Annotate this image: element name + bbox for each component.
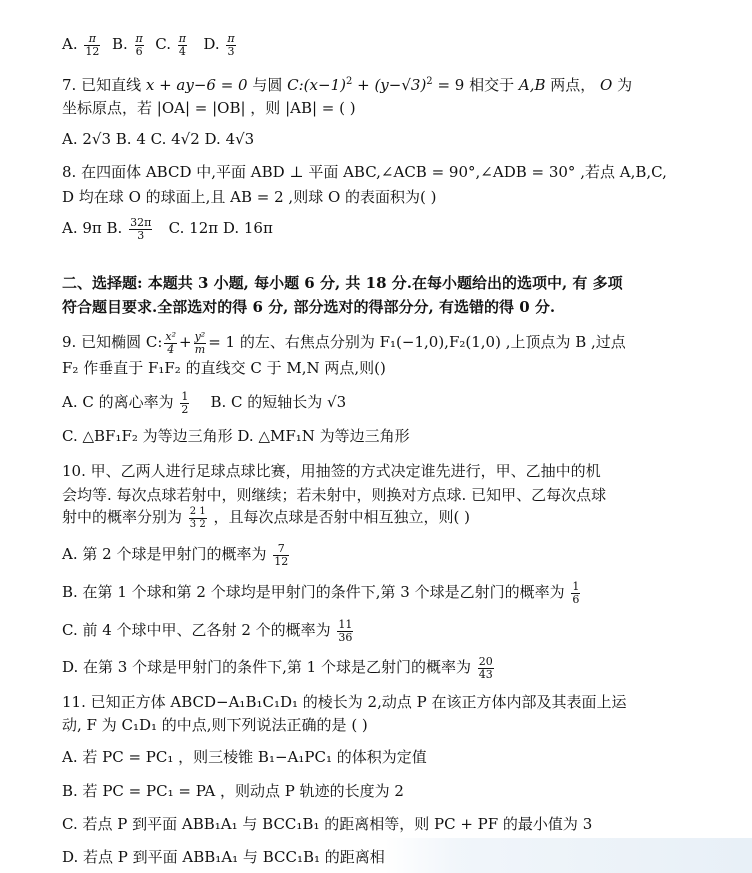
q9-options-cd: C. △BF₁F₂ 为等边三角形 D. △MF₁N 为等边三角形 <box>62 427 410 445</box>
q6-option-d-label: D. <box>203 35 220 53</box>
q6-option-a-value: $\frac{\pi}{12}$ <box>85 31 100 58</box>
q6-option-d-value: $\frac{\pi}{3}$ <box>227 31 235 58</box>
q6-option-c-value: $\frac{\pi}{4}$ <box>178 31 187 58</box>
q11-line-1: 11. 已知正方体 ABCD−A₁B₁C₁D₁ 的棱长为 2,动点 P 在该正方体内部及其表面上运 <box>62 693 627 711</box>
q6-option-a-label: A. <box>62 35 78 53</box>
q11-option-b: B. 若 PC = PC₁ = PA ，则动点 P 轨迹的长度为 2 <box>62 782 404 800</box>
q10-option-d: D. 在第 3 个球是甲射门的条件下,第 1 个球是乙射门的概率为 $\frac{20}{43}$ <box>62 654 493 681</box>
q10-option-c: C. 前 4 个球中甲、乙各射 2 个的概率为 $\frac{11}{36}$ <box>62 617 353 644</box>
q10-line-3: 射中的概率分别为 $\frac{2 1}{3 2}$ ，且每次点球是否射中相互独立，则( ) <box>62 505 470 530</box>
q7-line-2: 坐标原点，若 |OA| = |OB| ，则 |AB| = ( ) <box>62 99 356 117</box>
q9-line-2: F₂ 作垂直于 F₁F₂ 的直线交 C 于 M,N 两点,则() <box>62 359 386 377</box>
q11-option-d: D. 若点 P 到平面 ABB₁A₁ 与 BCC₁B₁ 的距离相 <box>62 848 385 866</box>
q8-line-2: D 均在球 O 的球面上,且 AB = 2 ,则球 O 的表面积为( ) <box>62 188 437 206</box>
q8-options: A. 9π B. $\frac{32\pi}{3}$ C. 12π D. 16π <box>62 215 273 242</box>
q6-options <box>62 32 238 58</box>
q11-option-c: C. 若点 P 到平面 ABB₁A₁ 与 BCC₁B₁ 的距离相等，则 PC + PF 的最小值为 3 <box>62 815 593 833</box>
q11-option-a: A. 若 PC = PC₁ ，则三棱锥 B₁−A₁PC₁ 的体积为定值 <box>62 748 427 766</box>
q10-option-b: B. 在第 1 个球和第 2 个球均是甲射门的条件下,第 3 个球是乙射门的概率为 $\frac{1}{6}$ <box>62 579 580 606</box>
q9-line-1: 9. 已知椭圆 C: $\frac{\text{x²}}{4}$ + $\frac{\text{y²}}{m}$ = 1 的左、右焦点分别为 F₁(−1,0),F₂(1,0) ,上顶点为 B ,过点 <box>62 329 626 356</box>
q7-options: A. 2√3 B. 4 C. 4√2 D. 4√3 <box>62 130 255 148</box>
section-2-heading-line-1: 二、选择题: 本题共 3 小题, 每小题 6 分, 共 18 分.在每小题给出的选项中, 有 多项 <box>62 274 623 292</box>
q7-line-1: 7. 已知直线 x + ay−6 = 0 与圆 $C:(x-1)^2 + (y-√3)^2 = 9$ 相交于 A,B 两点， O 为 <box>62 76 633 94</box>
q10-option-a: A. 第 2 个球是甲射门的概率为 $\frac{7}{12}$ <box>62 541 289 568</box>
q6-option-b-label: B. <box>111 35 128 53</box>
q10-line-2: 会均等. 每次点球若射中，则继续；若未射中，则换对方点球. 已知甲、乙每次点球 <box>62 486 607 504</box>
q6-option-b-value: $\frac{\pi}{6}$ <box>135 31 143 58</box>
q8-line-1: 8. 在四面体 ABCD 中,平面 ABD ⊥ 平面 ABC,∠ACB = 90°,∠ADB = 30° ,若点 A,B,C, <box>62 163 667 181</box>
q10-line-1: 10. 甲、乙两人进行足球点球比赛，用抽签的方式决定谁先进行，甲、乙抽中的机 <box>62 462 601 480</box>
q9-options-ab: A. C 的离心率为 $\frac{1}{2}$ B. C 的短轴长为 √3 <box>62 389 347 416</box>
bottom-right-fade-overlay <box>385 838 752 873</box>
q6-option-c-label: C. <box>155 35 172 53</box>
section-2-heading-line-2: 符合题目要求.全部选对的得 6 分, 部分选对的得部分分, 有选错的得 0 分. <box>62 298 556 316</box>
q11-line-2: 动, F 为 C₁D₁ 的中点,则下列说法正确的是 ( ) <box>62 716 368 734</box>
